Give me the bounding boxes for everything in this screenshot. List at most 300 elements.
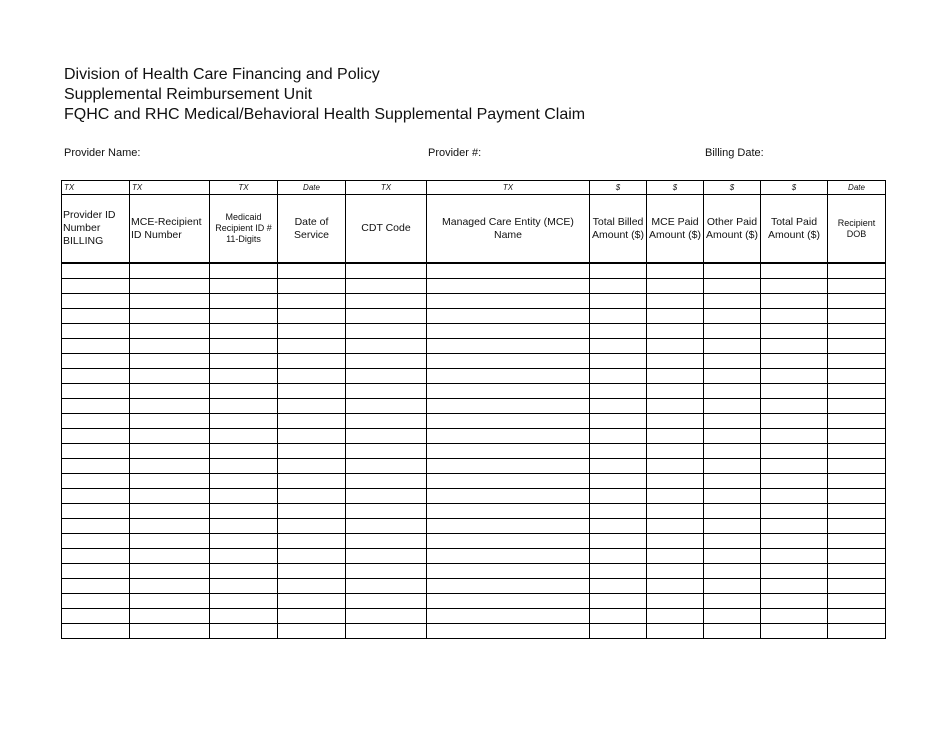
entry-cell[interactable]: [62, 309, 130, 324]
entry-cell[interactable]: [761, 564, 828, 579]
entry-cell[interactable]: [130, 534, 210, 549]
entry-cell[interactable]: [427, 324, 590, 339]
entry-cell[interactable]: [210, 459, 278, 474]
entry-cell[interactable]: [346, 339, 427, 354]
entry-cell[interactable]: [704, 519, 761, 534]
entry-cell[interactable]: [130, 624, 210, 639]
entry-cell[interactable]: [590, 339, 647, 354]
entry-cell[interactable]: [210, 414, 278, 429]
entry-cell[interactable]: [210, 399, 278, 414]
entry-cell[interactable]: [828, 534, 886, 549]
entry-cell[interactable]: [761, 579, 828, 594]
entry-cell[interactable]: [427, 609, 590, 624]
entry-cell[interactable]: [278, 594, 346, 609]
entry-cell[interactable]: [427, 369, 590, 384]
entry-cell[interactable]: [427, 354, 590, 369]
entry-cell[interactable]: [62, 444, 130, 459]
entry-cell[interactable]: [346, 263, 427, 279]
entry-cell[interactable]: [278, 263, 346, 279]
entry-cell[interactable]: [130, 309, 210, 324]
entry-cell[interactable]: [130, 414, 210, 429]
entry-cell[interactable]: [62, 504, 130, 519]
entry-cell[interactable]: [828, 369, 886, 384]
entry-cell[interactable]: [278, 294, 346, 309]
col-header-cdt-code: CDT Code: [346, 195, 427, 264]
entry-cell[interactable]: [704, 549, 761, 564]
entry-cell[interactable]: [761, 519, 828, 534]
table-row: [62, 444, 886, 459]
entry-cell[interactable]: [647, 414, 704, 429]
entry-cell[interactable]: [210, 444, 278, 459]
entry-cell[interactable]: [761, 504, 828, 519]
entry-cell[interactable]: [704, 309, 761, 324]
entry-cell[interactable]: [590, 579, 647, 594]
entry-cell[interactable]: [62, 549, 130, 564]
entry-cell[interactable]: [62, 609, 130, 624]
entry-cell[interactable]: [647, 579, 704, 594]
entry-cell[interactable]: [704, 579, 761, 594]
entry-cell[interactable]: [346, 399, 427, 414]
entry-cell[interactable]: [704, 489, 761, 504]
entry-cell[interactable]: [828, 324, 886, 339]
entry-cell[interactable]: [130, 369, 210, 384]
entry-cell[interactable]: [210, 279, 278, 294]
entry-cell[interactable]: [130, 459, 210, 474]
entry-cell[interactable]: [828, 564, 886, 579]
entry-cell[interactable]: [210, 489, 278, 504]
entry-cell[interactable]: [346, 459, 427, 474]
entry-cell[interactable]: [761, 609, 828, 624]
entry-cell[interactable]: [590, 624, 647, 639]
col-header-mce-paid: MCE Paid Amount ($): [647, 195, 704, 264]
entry-cell[interactable]: [62, 534, 130, 549]
entry-cell[interactable]: [704, 399, 761, 414]
entry-cell[interactable]: [761, 399, 828, 414]
entry-cell[interactable]: [62, 459, 130, 474]
entry-cell[interactable]: [278, 324, 346, 339]
entry-cell[interactable]: [427, 294, 590, 309]
entry-cell[interactable]: [210, 579, 278, 594]
entry-cell[interactable]: [647, 609, 704, 624]
entry-cell[interactable]: [704, 474, 761, 489]
entry-cell[interactable]: [278, 414, 346, 429]
entry-cell[interactable]: [278, 579, 346, 594]
entry-cell[interactable]: [647, 594, 704, 609]
entry-cell[interactable]: [62, 474, 130, 489]
entry-cell[interactable]: [130, 263, 210, 279]
type-cell: TX: [210, 181, 278, 195]
entry-cell[interactable]: [278, 429, 346, 444]
entry-cell[interactable]: [828, 519, 886, 534]
entry-cell[interactable]: [130, 609, 210, 624]
type-cell: $: [704, 181, 761, 195]
entry-cell[interactable]: [761, 459, 828, 474]
entry-cell[interactable]: [427, 444, 590, 459]
entry-cell[interactable]: [346, 609, 427, 624]
entry-cell[interactable]: [278, 564, 346, 579]
entry-cell[interactable]: [590, 399, 647, 414]
entry-cell[interactable]: [828, 339, 886, 354]
entry-cell[interactable]: [130, 354, 210, 369]
entry-cell[interactable]: [828, 609, 886, 624]
entry-cell[interactable]: [647, 459, 704, 474]
entry-cell[interactable]: [130, 294, 210, 309]
entry-cell[interactable]: [130, 279, 210, 294]
entry-cell[interactable]: [704, 594, 761, 609]
entry-cell[interactable]: [427, 624, 590, 639]
entry-cell[interactable]: [704, 369, 761, 384]
entry-cell[interactable]: [130, 399, 210, 414]
table-row: [62, 519, 886, 534]
entry-cell[interactable]: [828, 279, 886, 294]
entry-cell[interactable]: [130, 549, 210, 564]
entry-cell[interactable]: [130, 384, 210, 399]
entry-cell[interactable]: [210, 474, 278, 489]
table-row: [62, 354, 886, 369]
entry-cell[interactable]: [210, 324, 278, 339]
entry-cell[interactable]: [130, 504, 210, 519]
entry-cell[interactable]: [704, 414, 761, 429]
provider-name-label: Provider Name:: [64, 147, 141, 159]
entry-cell[interactable]: [346, 444, 427, 459]
entry-cell[interactable]: [278, 279, 346, 294]
col-header-total-billed: Total Billed Amount ($): [590, 195, 647, 264]
entry-cell[interactable]: [346, 624, 427, 639]
form-title: FQHC and RHC Medical/Behavioral Health Supplemental Payment Claim: [64, 106, 586, 123]
entry-cell[interactable]: [62, 624, 130, 639]
entry-cell[interactable]: [647, 384, 704, 399]
entry-cell[interactable]: [761, 279, 828, 294]
entry-cell[interactable]: [828, 579, 886, 594]
entry-cell[interactable]: [62, 579, 130, 594]
entry-cell[interactable]: [828, 594, 886, 609]
entry-cell[interactable]: [647, 549, 704, 564]
entry-cell[interactable]: [647, 294, 704, 309]
entry-cell[interactable]: [761, 474, 828, 489]
entry-cell[interactable]: [130, 324, 210, 339]
entry-cell[interactable]: [427, 519, 590, 534]
entry-cell[interactable]: [427, 579, 590, 594]
entry-cell[interactable]: [704, 263, 761, 279]
entry-cell[interactable]: [346, 594, 427, 609]
entry-cell[interactable]: [427, 534, 590, 549]
entry-cell[interactable]: [278, 534, 346, 549]
entry-cell[interactable]: [346, 579, 427, 594]
entry-cell[interactable]: [704, 279, 761, 294]
entry-cell[interactable]: [210, 624, 278, 639]
entry-cell[interactable]: [704, 609, 761, 624]
entry-cell[interactable]: [647, 519, 704, 534]
entry-cell[interactable]: [761, 444, 828, 459]
entry-cell[interactable]: [278, 504, 346, 519]
entry-cell[interactable]: [828, 294, 886, 309]
entry-cell[interactable]: [704, 444, 761, 459]
entry-cell[interactable]: [590, 324, 647, 339]
entry-cell[interactable]: [346, 414, 427, 429]
table-row: [62, 309, 886, 324]
entry-cell[interactable]: [210, 354, 278, 369]
entry-cell[interactable]: [590, 534, 647, 549]
entry-cell[interactable]: [130, 339, 210, 354]
entry-cell[interactable]: [62, 279, 130, 294]
entry-cell[interactable]: [427, 399, 590, 414]
entry-cell[interactable]: [704, 429, 761, 444]
entry-cell[interactable]: [590, 474, 647, 489]
entry-cell[interactable]: [828, 504, 886, 519]
type-cell: Date: [278, 181, 346, 195]
entry-cell[interactable]: [278, 609, 346, 624]
entry-cell[interactable]: [427, 309, 590, 324]
entry-cell[interactable]: [647, 474, 704, 489]
entry-cell[interactable]: [210, 309, 278, 324]
entry-cell[interactable]: [346, 429, 427, 444]
entry-cell[interactable]: [647, 399, 704, 414]
entry-cell[interactable]: [62, 594, 130, 609]
entry-cell[interactable]: [590, 609, 647, 624]
entry-cell[interactable]: [647, 263, 704, 279]
entry-cell[interactable]: [761, 309, 828, 324]
entry-cell[interactable]: [210, 534, 278, 549]
entry-cell[interactable]: [346, 534, 427, 549]
entry-cell[interactable]: [590, 429, 647, 444]
entry-cell[interactable]: [130, 429, 210, 444]
entry-cell[interactable]: [828, 399, 886, 414]
entry-cell[interactable]: [590, 564, 647, 579]
entry-cell[interactable]: [828, 384, 886, 399]
entry-cell[interactable]: [210, 429, 278, 444]
entry-cell[interactable]: [427, 459, 590, 474]
entry-cell[interactable]: [278, 399, 346, 414]
entry-cell[interactable]: [704, 624, 761, 639]
entry-cell[interactable]: [62, 399, 130, 414]
table-row: [62, 263, 886, 279]
entry-cell[interactable]: [761, 534, 828, 549]
entry-cell[interactable]: [62, 384, 130, 399]
entry-cell[interactable]: [761, 414, 828, 429]
entry-cell[interactable]: [278, 549, 346, 564]
entry-cell[interactable]: [590, 279, 647, 294]
entry-cell[interactable]: [590, 414, 647, 429]
entry-cell[interactable]: [590, 444, 647, 459]
entry-cell[interactable]: [278, 624, 346, 639]
entry-cell[interactable]: [346, 504, 427, 519]
entry-cell[interactable]: [590, 459, 647, 474]
entry-cell[interactable]: [346, 384, 427, 399]
entry-cell[interactable]: [427, 279, 590, 294]
entry-cell[interactable]: [210, 339, 278, 354]
entry-cell[interactable]: [427, 474, 590, 489]
entry-cell[interactable]: [346, 309, 427, 324]
entry-cell[interactable]: [590, 294, 647, 309]
entry-cell[interactable]: [62, 414, 130, 429]
entry-cell[interactable]: [828, 624, 886, 639]
entry-cell[interactable]: [427, 384, 590, 399]
entry-cell[interactable]: [62, 369, 130, 384]
entry-cell[interactable]: [647, 564, 704, 579]
entry-cell[interactable]: [704, 384, 761, 399]
entry-cell[interactable]: [647, 369, 704, 384]
entry-cell[interactable]: [704, 534, 761, 549]
entry-cell[interactable]: [828, 354, 886, 369]
entry-cell[interactable]: [210, 384, 278, 399]
entry-cell[interactable]: [346, 279, 427, 294]
division-title: Division of Health Care Financing and Policy: [64, 66, 380, 83]
entry-cell[interactable]: [278, 354, 346, 369]
entry-cell[interactable]: [278, 474, 346, 489]
entry-cell[interactable]: [647, 444, 704, 459]
entry-cell[interactable]: [210, 564, 278, 579]
entry-cell[interactable]: [761, 263, 828, 279]
entry-cell[interactable]: [761, 549, 828, 564]
entry-cell[interactable]: [427, 594, 590, 609]
type-cell: $: [647, 181, 704, 195]
table-row: [62, 594, 886, 609]
entry-cell[interactable]: [62, 519, 130, 534]
entry-cell[interactable]: [647, 309, 704, 324]
entry-cell[interactable]: [278, 339, 346, 354]
entry-cell[interactable]: [590, 369, 647, 384]
entry-cell[interactable]: [590, 549, 647, 564]
entry-cell[interactable]: [647, 504, 704, 519]
entry-cell[interactable]: [278, 444, 346, 459]
entry-cell[interactable]: [346, 489, 427, 504]
entry-cell[interactable]: [590, 594, 647, 609]
table-row: [62, 579, 886, 594]
entry-cell[interactable]: [427, 489, 590, 504]
entry-cell[interactable]: [346, 474, 427, 489]
entry-cell[interactable]: [590, 384, 647, 399]
entry-cell[interactable]: [647, 489, 704, 504]
entry-cell[interactable]: [704, 564, 761, 579]
entry-cell[interactable]: [210, 519, 278, 534]
entry-cell[interactable]: [828, 263, 886, 279]
entry-cell[interactable]: [210, 369, 278, 384]
type-cell: $: [761, 181, 828, 195]
entry-cell[interactable]: [647, 429, 704, 444]
entry-cell[interactable]: [590, 489, 647, 504]
entry-cell[interactable]: [130, 519, 210, 534]
entry-cell[interactable]: [346, 519, 427, 534]
entry-cell[interactable]: [761, 294, 828, 309]
entry-cell[interactable]: [278, 459, 346, 474]
entry-cell[interactable]: [62, 429, 130, 444]
entry-cell[interactable]: [828, 459, 886, 474]
entry-cell[interactable]: [427, 263, 590, 279]
table-row: [62, 429, 886, 444]
entry-cell[interactable]: [828, 489, 886, 504]
entry-cell[interactable]: [210, 294, 278, 309]
entry-cell[interactable]: [704, 459, 761, 474]
entry-cell[interactable]: [130, 594, 210, 609]
entry-cell[interactable]: [761, 489, 828, 504]
entry-cell[interactable]: [590, 309, 647, 324]
entry-cell[interactable]: [647, 624, 704, 639]
entry-cell[interactable]: [62, 564, 130, 579]
entry-cell[interactable]: [210, 263, 278, 279]
entry-cell[interactable]: [704, 354, 761, 369]
entry-cell[interactable]: [62, 324, 130, 339]
entry-cell[interactable]: [761, 369, 828, 384]
entry-cell[interactable]: [346, 324, 427, 339]
entry-cell[interactable]: [647, 339, 704, 354]
entry-cell[interactable]: [761, 594, 828, 609]
entry-cell[interactable]: [346, 354, 427, 369]
table-row: [62, 609, 886, 624]
entry-cell[interactable]: [346, 369, 427, 384]
entry-cell[interactable]: [828, 444, 886, 459]
table-row: [62, 459, 886, 474]
entry-cell[interactable]: [761, 624, 828, 639]
type-cell: TX: [130, 181, 210, 195]
provider-number-label: Provider #:: [428, 147, 482, 159]
entry-cell[interactable]: [828, 414, 886, 429]
entry-cell[interactable]: [590, 504, 647, 519]
entry-cell[interactable]: [130, 444, 210, 459]
entry-cell[interactable]: [647, 324, 704, 339]
entry-cell[interactable]: [62, 294, 130, 309]
entry-cell[interactable]: [210, 549, 278, 564]
entry-cell[interactable]: [761, 354, 828, 369]
entry-cell[interactable]: [278, 369, 346, 384]
entry-cell[interactable]: [647, 534, 704, 549]
entry-cell[interactable]: [828, 309, 886, 324]
table-row: [62, 399, 886, 414]
type-cell: Date: [828, 181, 886, 195]
entry-cell[interactable]: [590, 354, 647, 369]
entry-cell[interactable]: [590, 519, 647, 534]
entry-cell[interactable]: [761, 324, 828, 339]
entry-cell[interactable]: [130, 579, 210, 594]
entry-cell[interactable]: [427, 429, 590, 444]
entry-cell[interactable]: [210, 594, 278, 609]
entry-cell[interactable]: [62, 263, 130, 279]
entry-cell[interactable]: [704, 294, 761, 309]
entry-cell[interactable]: [278, 309, 346, 324]
entry-cell[interactable]: [647, 354, 704, 369]
entry-cell[interactable]: [590, 263, 647, 279]
entry-cell[interactable]: [278, 519, 346, 534]
entry-cell[interactable]: [427, 549, 590, 564]
entry-cell[interactable]: [278, 489, 346, 504]
entry-cell[interactable]: [130, 474, 210, 489]
entry-cell[interactable]: [704, 504, 761, 519]
entry-cell[interactable]: [346, 549, 427, 564]
entry-cell[interactable]: [130, 564, 210, 579]
entry-cell[interactable]: [761, 384, 828, 399]
entry-cell[interactable]: [704, 339, 761, 354]
entry-cell[interactable]: [62, 489, 130, 504]
entry-cell[interactable]: [62, 339, 130, 354]
entry-cell[interactable]: [346, 294, 427, 309]
entry-cell[interactable]: [761, 339, 828, 354]
entry-cell[interactable]: [346, 564, 427, 579]
entry-cell[interactable]: [704, 324, 761, 339]
entry-cell[interactable]: [210, 504, 278, 519]
entry-cell[interactable]: [427, 414, 590, 429]
entry-cell[interactable]: [828, 549, 886, 564]
entry-cell[interactable]: [761, 429, 828, 444]
entry-cell[interactable]: [828, 474, 886, 489]
entry-cell[interactable]: [278, 384, 346, 399]
entry-cell[interactable]: [427, 339, 590, 354]
entry-cell[interactable]: [427, 564, 590, 579]
entry-cell[interactable]: [427, 504, 590, 519]
entry-cell[interactable]: [210, 609, 278, 624]
entry-cell[interactable]: [62, 354, 130, 369]
entry-cell[interactable]: [828, 429, 886, 444]
entry-cell[interactable]: [130, 489, 210, 504]
entry-cell[interactable]: [647, 279, 704, 294]
